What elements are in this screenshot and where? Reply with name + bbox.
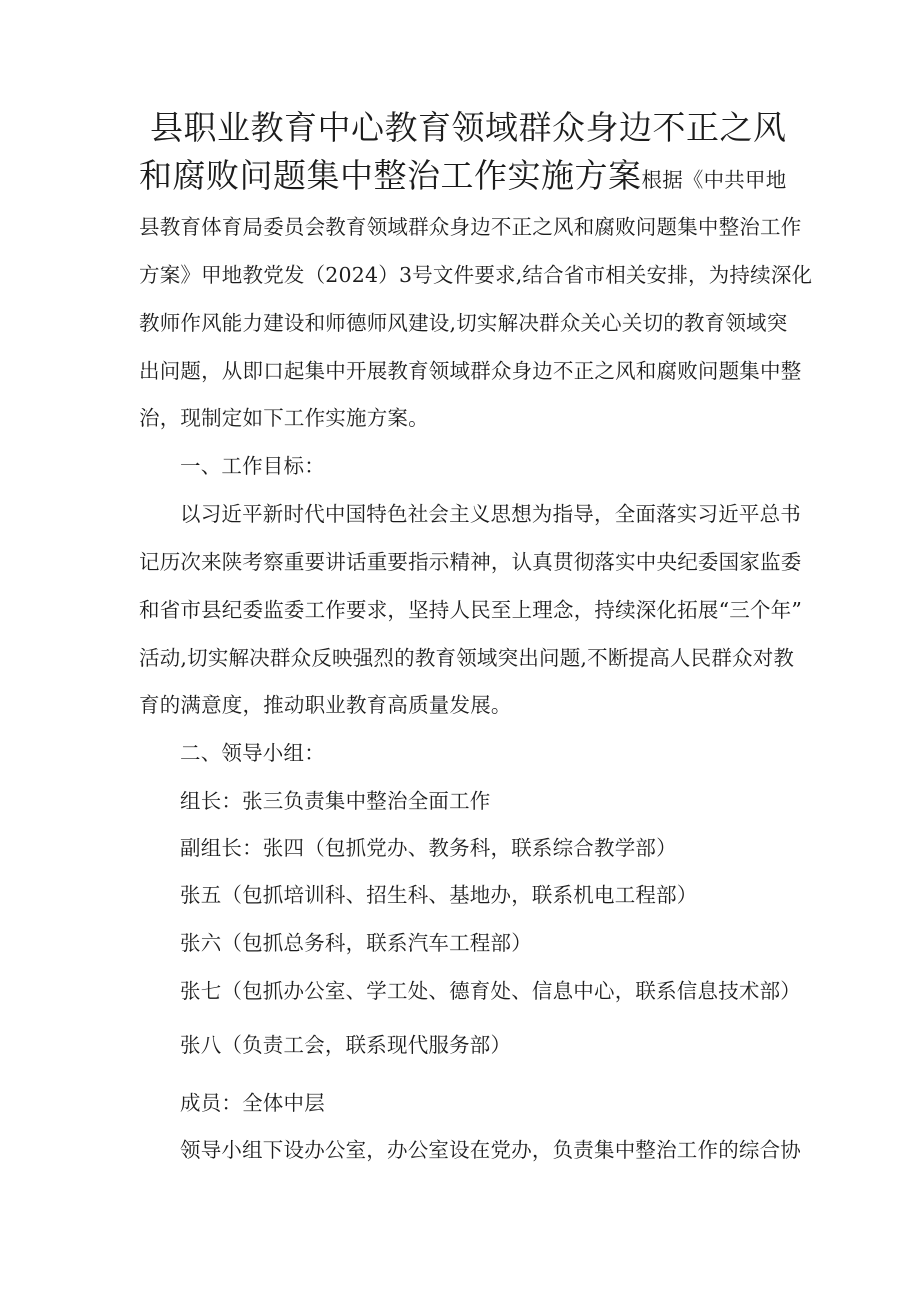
section-1-line: 以习近平新时代中国特色社会主义思想为指导，全面落实习近平总书: [180, 502, 801, 526]
section-1-line: 和省市县纪委监委工作要求，坚持人民至上理念，持续深化拓展“三个年”: [139, 598, 803, 622]
leader-line: 张六（包抓总务科，联系汽车工程部）: [180, 931, 532, 955]
title-line-2: [139, 154, 786, 202]
leader-line: 张五（包抓培训科、招生科、基地办，联系机电工程部）: [180, 883, 698, 907]
section-1-heading: 一、工作目标：: [180, 454, 325, 478]
title-line-1: 县职业教育中心教育领域群众身边不正之风: [150, 108, 787, 147]
intro-line: 方案》甲地教党发（2024）3号文件要求,结合省市相关安排，为持续深化: [139, 263, 813, 287]
intro-line: 治，现制定如下工作实施方案。: [139, 406, 429, 430]
leader-line: 张八（负责工会，联系现代服务部）: [180, 1033, 512, 1057]
intro-line-1-tail: 根据《中共甲地: [641, 168, 787, 192]
title-line-2-text: 和腐败问题集中整治工作实施方案: [139, 156, 642, 195]
intro-line: 教师作风能力建设和师德师风建设,切实解决群众关心关切的教育领域突: [139, 311, 788, 335]
leader-line: 副组长：张四（包抓党办、教务科，联系综合教学部）: [180, 836, 677, 860]
leader-line: 组长：张三负责集中整治全面工作: [180, 789, 491, 813]
leader-line: 张七（包抓办公室、学工处、德育处、信息中心，联系信息技术部）: [180, 979, 801, 1003]
office-line: 领导小组下设办公室，办公室设在党办，负责集中整治工作的综合协: [180, 1138, 801, 1162]
section-1-line: 活动,切实解决群众反映强烈的教育领域突出问题,不断提高人民群众对教: [139, 646, 795, 670]
section-2-heading: 二、领导小组：: [180, 741, 325, 765]
section-1-line: 育的满意度，推动职业教育高质量发展。: [139, 693, 512, 717]
section-1-line: 记历次来陕考察重要讲话重要指示精神，认真贯彻落实中央纪委国家监委: [139, 550, 802, 574]
intro-line: 出问题，从即口起集中开展教育领域群众身边不正之风和腐败问题集中整: [139, 359, 802, 383]
members-line: 成员：全体中层: [180, 1091, 325, 1115]
intro-line: 县教育体育局委员会教育领域群众身边不正之风和腐败问题集中整治工作: [139, 215, 802, 239]
